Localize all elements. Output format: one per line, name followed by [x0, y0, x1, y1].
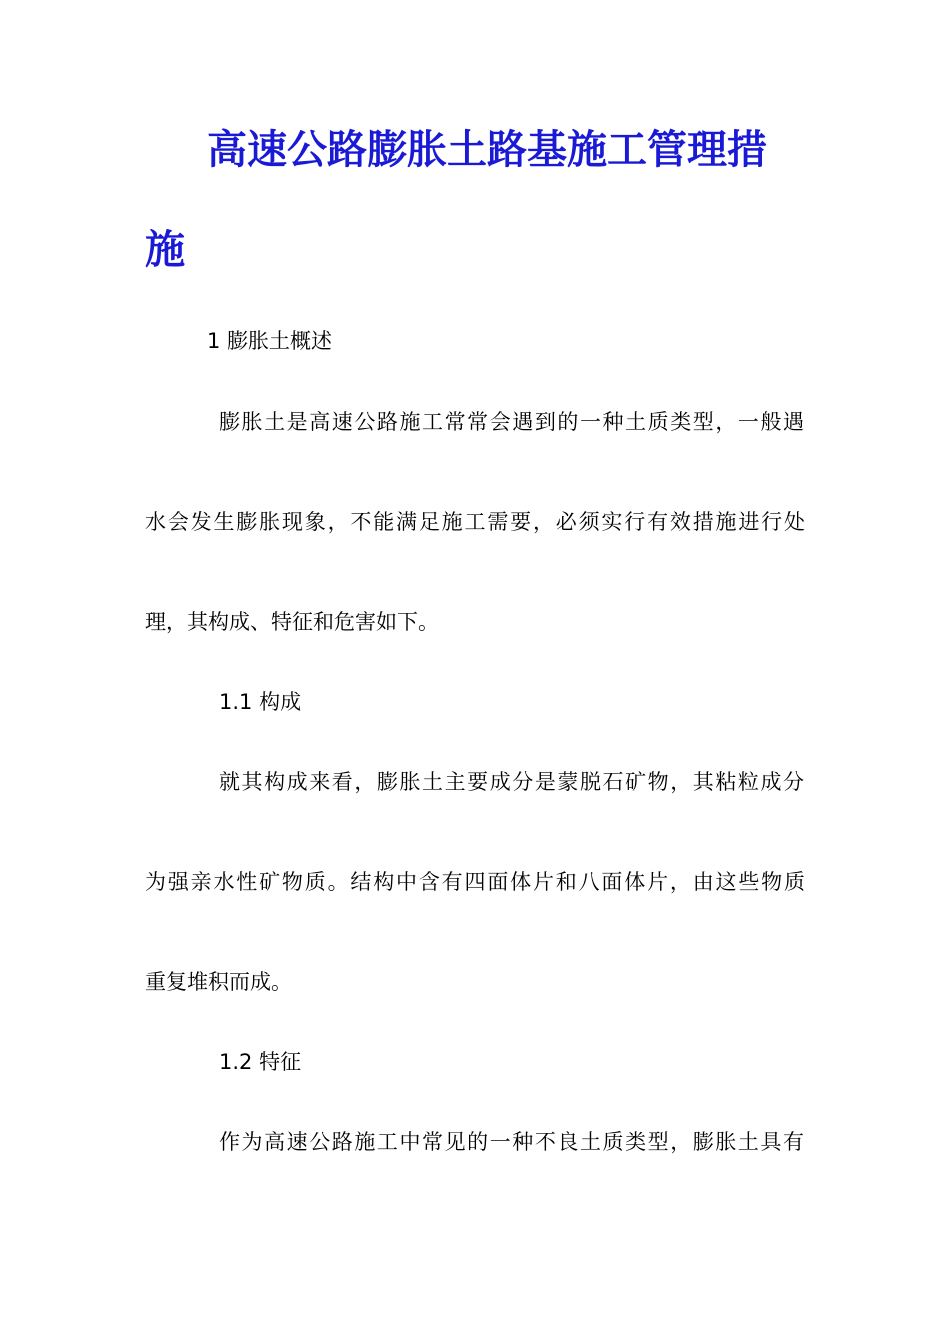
document-title-line-1: 高速公路膨胀土路基施工管理措	[207, 126, 767, 173]
paragraph-2-line-1: 就其构成来看，膨胀土主要成分是蒙脱石矿物，其粘粒成分	[219, 770, 804, 794]
paragraph-1-line-3: 理，其构成、特征和危害如下。	[145, 610, 439, 634]
paragraph-3-line-1: 作为高速公路施工中常见的一种不良土质类型，膨胀土具有	[219, 1130, 804, 1154]
document-title-line-2: 施	[145, 226, 185, 273]
section-heading-1: 1 膨胀土概述	[207, 329, 333, 353]
section-heading-1-2: 1.2 特征	[219, 1050, 302, 1074]
paragraph-2-line-2: 为强亲水性矿物质。结构中含有四面体片和八面体片，由这些物质	[145, 870, 805, 894]
paragraph-1-line-2: 水会发生膨胀现象，不能满足施工需要，必须实行有效措施进行处	[145, 510, 805, 534]
section-heading-1-1: 1.1 构成	[219, 690, 302, 714]
paragraph-1-line-1: 膨胀土是高速公路施工常常会遇到的一种土质类型，一般遇	[219, 410, 804, 434]
paragraph-2-line-3: 重复堆积而成。	[145, 970, 292, 994]
